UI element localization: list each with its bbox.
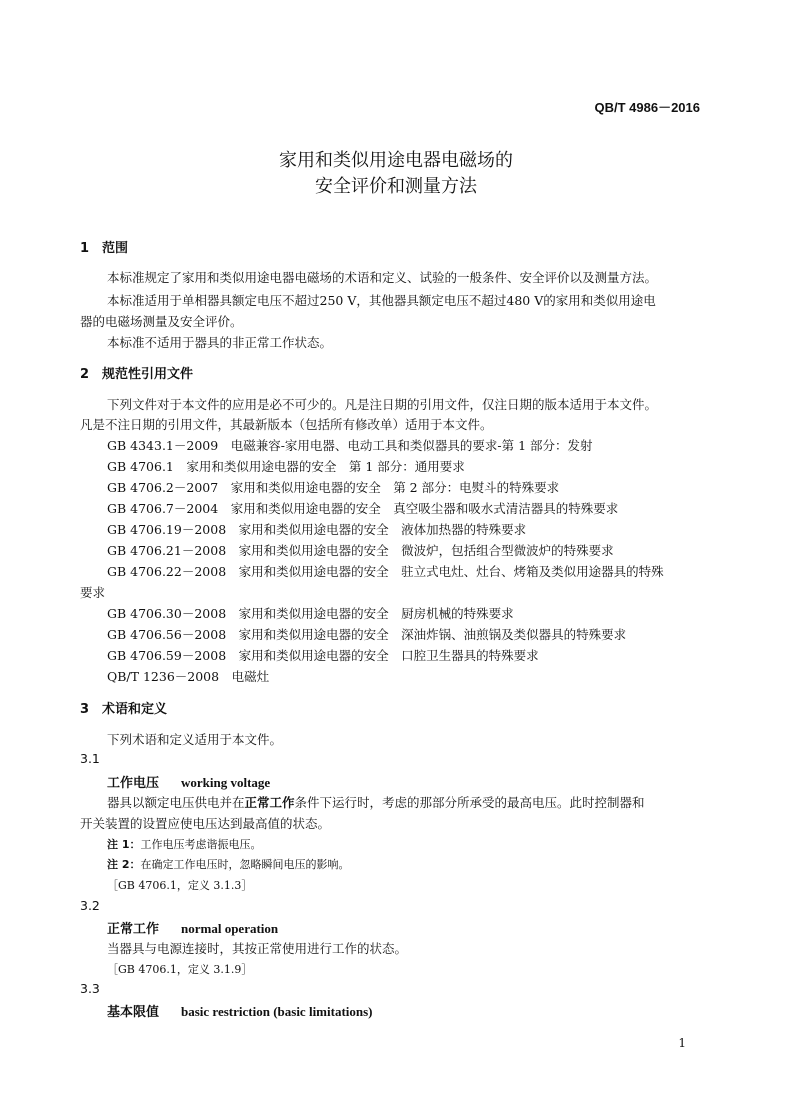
- section-1-para-1: 本标准规定了家用和类似用途电器电磁场的术语和定义、试验的一般条件、安全评价以及测量方法。: [107, 270, 658, 285]
- doc-title-line1: 家用和类似用途电器电磁场的: [279, 150, 513, 171]
- reference-item: GB 4706.2－2007 家用和类似用途电器的安全 第 2 部分：电熨斗的特殊要求: [107, 480, 560, 495]
- reference-item: QB/T 1236－2008 电磁灶: [107, 669, 270, 684]
- term-3-1: [107, 772, 270, 791]
- reference-item: GB 4706.30－2008 家用和类似用途电器的安全 厨房机械的特殊要求: [107, 606, 514, 621]
- note-1-text: 工作电压考虑谐振电压。: [140, 838, 262, 851]
- section-3-heading: 3 术语和定义: [80, 702, 168, 717]
- term-3-3-zh: 基本限值: [107, 1005, 160, 1020]
- section-2-para-1a: 下列文件对于本文件的应用是必不可少的。凡是注日期的引用文件，仅注日期的版本适用于本文件。: [107, 397, 658, 412]
- section-2-heading: 2 规范性引用文件: [80, 367, 194, 382]
- note-1-label: 注 1：: [107, 838, 141, 851]
- term-3-2: [107, 918, 278, 937]
- note-2: [107, 856, 349, 872]
- note-2-text: 在确定工作电压时，忽略瞬间电压的影响。: [140, 858, 350, 871]
- source-3-1: ［GB 4706.1，定义 3.1.3］: [107, 879, 253, 892]
- definition-3-1a-post: 条件下运行时，考虑的那部分所承受的最高电压。此时控制器和: [294, 795, 645, 810]
- term-3-3: [107, 1001, 373, 1020]
- section-3-intro: 下列术语和定义适用于本文件。: [107, 732, 283, 747]
- definition-3-1a: [107, 793, 645, 811]
- term-3-3-en: basic restriction (basic limitations): [181, 1004, 373, 1019]
- term-3-2-zh: 正常工作: [107, 922, 160, 937]
- term-3-1-zh: 工作电压: [107, 776, 160, 791]
- term-3-1-en: working voltage: [181, 775, 271, 790]
- clause-number-3-3: 3.3: [80, 981, 100, 996]
- clause-number-3-1: 3.1: [80, 751, 100, 766]
- clause-number-3-2: 3.2: [80, 898, 100, 913]
- section-1-heading: 1 范围: [80, 241, 129, 256]
- reference-item: GB 4706.19－2008 家用和类似用途电器的安全 液体加热器的特殊要求: [107, 522, 527, 537]
- doc-title-line2: 安全评价和测量方法: [315, 176, 477, 197]
- reference-item: GB 4343.1－2009 电磁兼容-家用电器、电动工具和类似器具的要求-第 1 部分：发射: [107, 438, 593, 453]
- reference-item: GB 4706.22－2008 家用和类似用途电器的安全 驻立式电灶、灶台、烤箱及类似用途器具的特殊: [107, 564, 664, 579]
- reference-item-continued: 要求: [80, 585, 106, 600]
- section-2-para-1b: 凡是不注日期的引用文件，其最新版本（包括所有修改单）适用于本文件。: [80, 417, 493, 432]
- note-1: [107, 836, 261, 852]
- reference-item: GB 4706.1 家用和类似用途电器的安全 第 1 部分：通用要求: [107, 459, 465, 474]
- reference-item: GB 4706.59－2008 家用和类似用途电器的安全 口腔卫生器具的特殊要求: [107, 648, 539, 663]
- page-number: 1: [678, 1036, 686, 1050]
- source-3-2: ［GB 4706.1，定义 3.1.9］: [107, 963, 253, 976]
- section-1-para-2a: 本标准适用于单相器具额定电压不超过250 V，其他器具额定电压不超过480 V的家用和类似用途电: [107, 293, 656, 308]
- definition-3-1a-pre: 器具以额定电压供电并在: [107, 795, 245, 810]
- reference-item: GB 4706.56－2008 家用和类似用途电器的安全 深油炸锅、油煎锅及类似器具的特殊要求: [107, 627, 627, 642]
- term-3-2-en: normal operation: [181, 921, 279, 936]
- reference-item: GB 4706.21－2008 家用和类似用途电器的安全 微波炉，包括组合型微波炉的特殊要求: [107, 543, 614, 558]
- section-1-para-2b: 器的电磁场测量及安全评价。: [80, 314, 243, 329]
- definition-3-1a-bold: 正常工作: [244, 795, 295, 810]
- standard-number: QB/T 4986－2016: [594, 100, 700, 115]
- section-1-para-3: 本标准不适用于器具的非正常工作状态。: [107, 335, 333, 350]
- note-2-label: 注 2：: [107, 858, 141, 871]
- reference-item: GB 4706.7－2004 家用和类似用途电器的安全 真空吸尘器和吸水式清洁器具的特殊要求: [107, 501, 619, 516]
- definition-3-1b: 开关装置的设置应使电压达到最高值的状态。: [80, 816, 331, 831]
- definition-3-2: 当器具与电源连接时，其按正常使用进行工作的状态。: [107, 941, 408, 956]
